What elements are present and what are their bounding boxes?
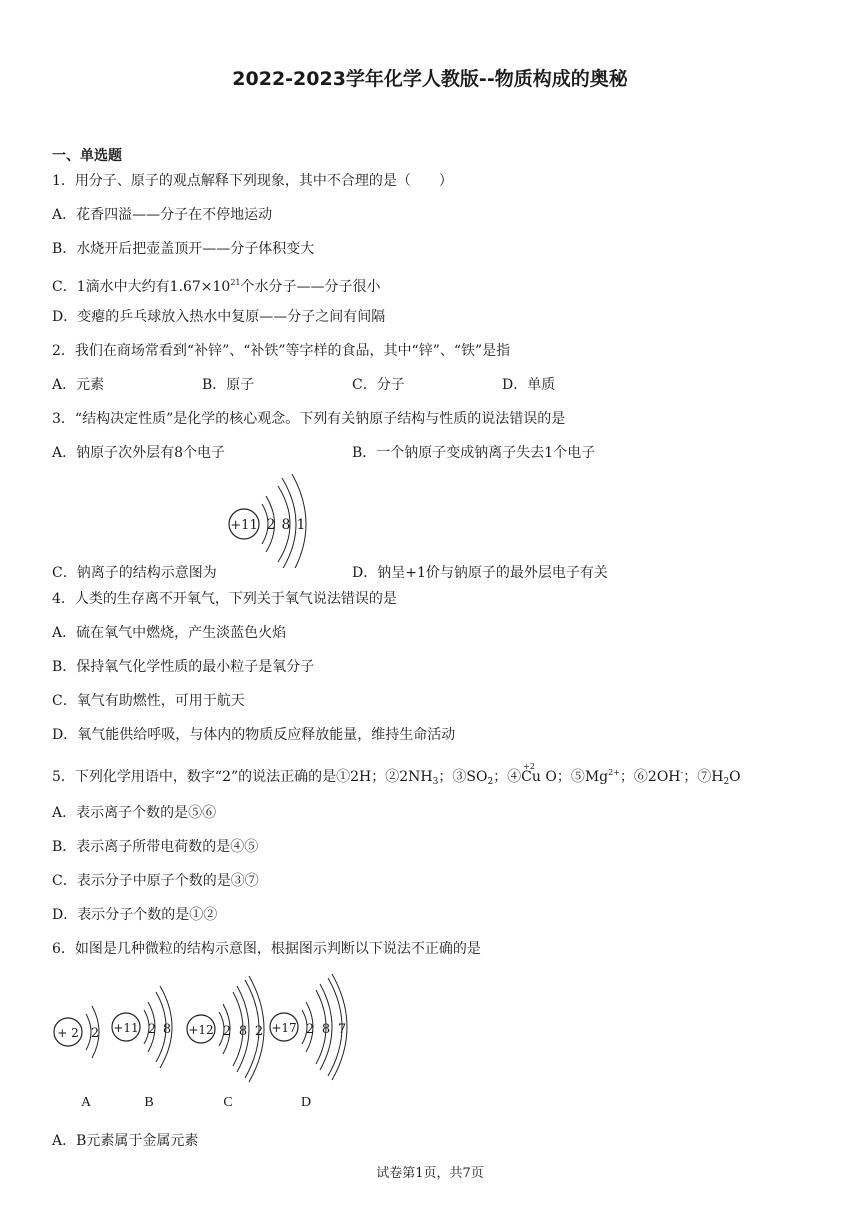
cuo-text: Cu O xyxy=(521,769,557,785)
question-6-option-a: A．B元素属于金属元素 xyxy=(52,1133,199,1149)
question-1-option-c xyxy=(52,274,381,296)
shell-electrons: 2 xyxy=(222,1024,232,1039)
sodium-structure-diagram xyxy=(222,468,322,568)
question-3-option-c: C．钠离子的结构示意图为 xyxy=(52,565,217,581)
particle-structure-diagrams xyxy=(46,972,366,1118)
diagram-b xyxy=(112,986,172,1110)
question-5-option-d: D．表示分子个数的是①② xyxy=(52,907,218,923)
diagram-label-c: C xyxy=(223,1095,233,1110)
q5-text: ；⑤Mg xyxy=(556,769,609,785)
q5-sub: 2 xyxy=(487,777,494,787)
question-2-stem: 2．我们在商场常看到“补锌”、“补铁”等字样的食品，其中“锌”、“铁”是指 xyxy=(52,343,511,359)
shell-electrons-3: 1 xyxy=(296,517,306,533)
q1c-exponent: 21 xyxy=(230,278,241,287)
question-3-option-d: D．钠呈+1价与钠原子的最外层电子有关 xyxy=(352,565,608,581)
nucleus-charge: + 2 xyxy=(57,1026,79,1040)
question-5-option-c: C．表示分子中原子个数的是③⑦ xyxy=(52,873,259,889)
question-1-option-d: D．变瘪的乒乓球放入热水中复原——分子之间有间隔 xyxy=(52,309,386,325)
question-1-option-a: A．花香四溢——分子在不停地运动 xyxy=(52,207,273,223)
question-4-option-d: D．氧气能供给呼吸，与体内的物质反应释放能量，维持生命活动 xyxy=(52,727,456,743)
question-5-stem xyxy=(52,762,741,791)
document-title: 2022-2023学年化学人教版--物质构成的奥秘 xyxy=(232,68,628,90)
q5-sup: - xyxy=(680,768,684,777)
q5-text: 5．下列化学用语中，数字“2”的说法正确的是①2H；②2NH xyxy=(52,769,433,785)
diagram-label-a: A xyxy=(80,1095,92,1110)
question-4-option-a: A．硫在氧气中燃烧，产生淡蓝色火焰 xyxy=(52,625,287,641)
question-2-option-a: A．元素 xyxy=(52,377,105,393)
section-heading: 一、单选题 xyxy=(52,148,122,164)
shell-electrons: 2 xyxy=(147,1022,157,1037)
cuo-charge: +2 xyxy=(523,762,535,771)
question-3-option-a: A．钠原子次外层有8个电子 xyxy=(52,445,226,461)
question-4-option-b: B．保持氧气化学性质的最小粒子是氧分子 xyxy=(52,659,315,675)
shell-electrons: 8 xyxy=(321,1022,331,1037)
q1c-text-end: 个水分子——分子很小 xyxy=(240,279,381,295)
shell-electrons-2: 8 xyxy=(281,517,291,533)
shell-electrons: 2 xyxy=(90,1026,100,1041)
shell-electrons: 8 xyxy=(238,1024,248,1039)
diagram-label-d: D xyxy=(300,1095,312,1110)
diagram-d xyxy=(270,974,347,1110)
q5-text: ；③SO xyxy=(438,769,488,785)
question-2-option-c: C．分子 xyxy=(352,377,405,393)
question-3-stem: 3．“结构决定性质”是化学的核心观念。下列有关钠原子结构与性质的说法错误的是 xyxy=(52,411,566,427)
nucleus-charge: +11 xyxy=(113,1021,139,1035)
q5-text: ；④ xyxy=(493,769,522,785)
q5-sup: 2+ xyxy=(608,768,620,777)
q1c-text: C．1滴水中大约有1.67×10 xyxy=(52,279,231,295)
shell-electrons: 8 xyxy=(162,1022,172,1037)
diagram-a xyxy=(54,1006,99,1110)
shell-electrons-1: 2 xyxy=(266,517,276,533)
q5-text: ；⑥2OH xyxy=(619,769,681,785)
diagram-label-b: B xyxy=(144,1095,154,1110)
nucleus-charge: +17 xyxy=(271,1021,297,1035)
diagram-c xyxy=(187,976,264,1110)
shell-electrons: 2 xyxy=(305,1022,315,1037)
q5-text: O xyxy=(729,769,741,785)
question-2-option-b: B．原子 xyxy=(202,377,255,393)
question-4-stem: 4．人类的生存离不开氧气，下列关于氧气说法错误的是 xyxy=(52,591,397,607)
cuo-formula xyxy=(521,762,557,786)
question-4-option-c: C．氧气有助燃性，可用于航天 xyxy=(52,693,245,709)
shell-electrons: 7 xyxy=(337,1022,347,1037)
question-1-option-b: B．水烧开后把壶盖顶开——分子体积变大 xyxy=(52,241,315,257)
question-2-option-d: D．单质 xyxy=(502,377,556,393)
nucleus-charge: +11 xyxy=(230,518,258,533)
question-1-stem: 1．用分子、原子的观点解释下列现象，其中不合理的是（ ） xyxy=(52,173,453,189)
shell-electrons: 2 xyxy=(254,1024,264,1039)
q5-sub: 2 xyxy=(723,777,730,787)
nucleus-charge: +12 xyxy=(188,1023,214,1037)
question-3-option-b: B．一个钠原子变成钠离子失去1个电子 xyxy=(352,445,596,461)
question-5-option-b: B．表示离子所带电荷数的是④⑤ xyxy=(52,839,259,855)
question-5-option-a: A．表示离子个数的是⑤⑥ xyxy=(52,805,217,821)
q5-sub: 3 xyxy=(432,777,439,787)
q5-text: ；⑦H xyxy=(683,769,724,785)
page-footer: 试卷第1页，共7页 xyxy=(376,1166,484,1181)
question-6-stem: 6．如图是几种微粒的结构示意图，根据图示判断以下说法不正确的是 xyxy=(52,941,481,957)
